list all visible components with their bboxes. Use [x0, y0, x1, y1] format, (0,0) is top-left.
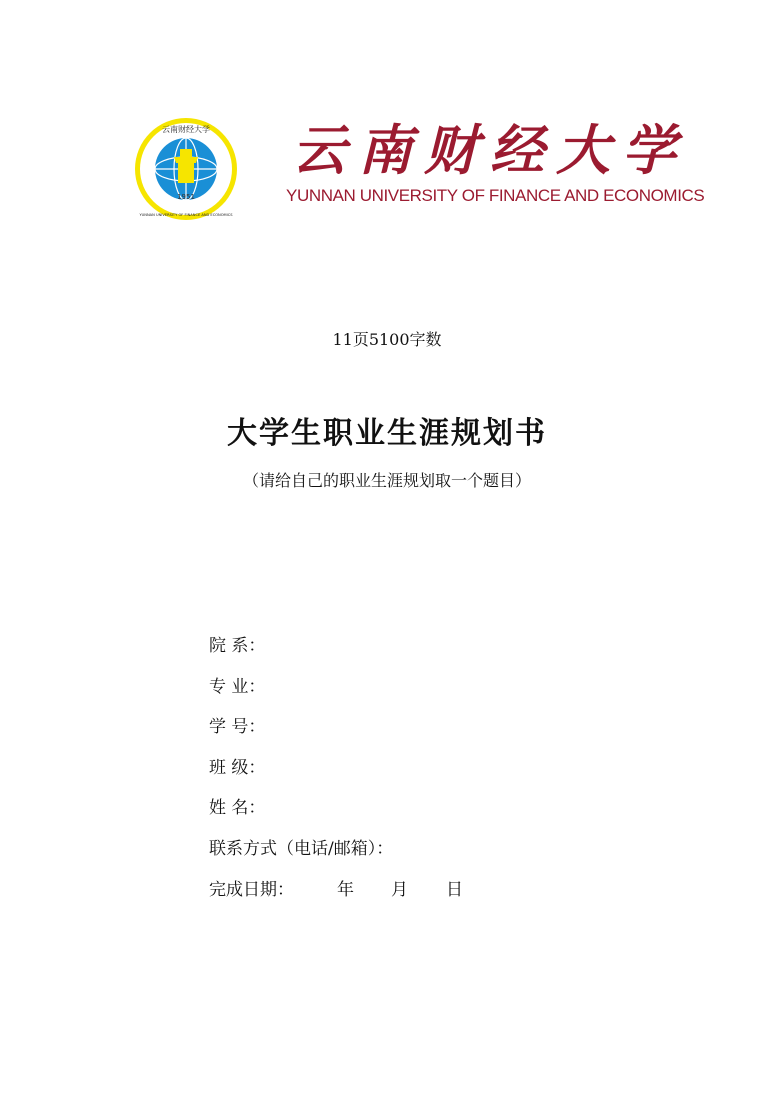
university-name-en: YUNNAN UNIVERSITY OF FINANCE AND ECONOMICS [286, 186, 705, 205]
date-month-label: 月 [391, 880, 408, 900]
university-name-cn: 云南财经大学 [292, 118, 688, 182]
field-name: 姓 名： [209, 798, 266, 818]
document-title: 大学生职业生涯规划书 [227, 416, 547, 451]
field-class: 班 级： [209, 758, 266, 778]
date-day-label: 日 [446, 880, 463, 900]
field-student-id: 学 号： [209, 717, 266, 737]
field-major: 专 业： [209, 677, 266, 697]
emblem-year: 1951 [177, 193, 195, 201]
field-contact: 联系方式（电话/邮箱）： [209, 839, 394, 859]
date-year-label: 年 [337, 880, 354, 900]
field-completion-date: 完成日期： [209, 880, 294, 900]
emblem-ring-text: 云南财经大学 [162, 125, 210, 134]
field-department: 院 系： [209, 636, 266, 656]
emblem-ring-text-en: YUNNAN UNIVERSITY OF FINANCE AND ECONOMICS [139, 213, 233, 217]
document-subtitle: （请给自己的职业生涯规划取一个题目） [242, 471, 531, 490]
page-word-count: 11页5100字数 [332, 330, 442, 349]
university-emblem-logo [134, 117, 238, 221]
